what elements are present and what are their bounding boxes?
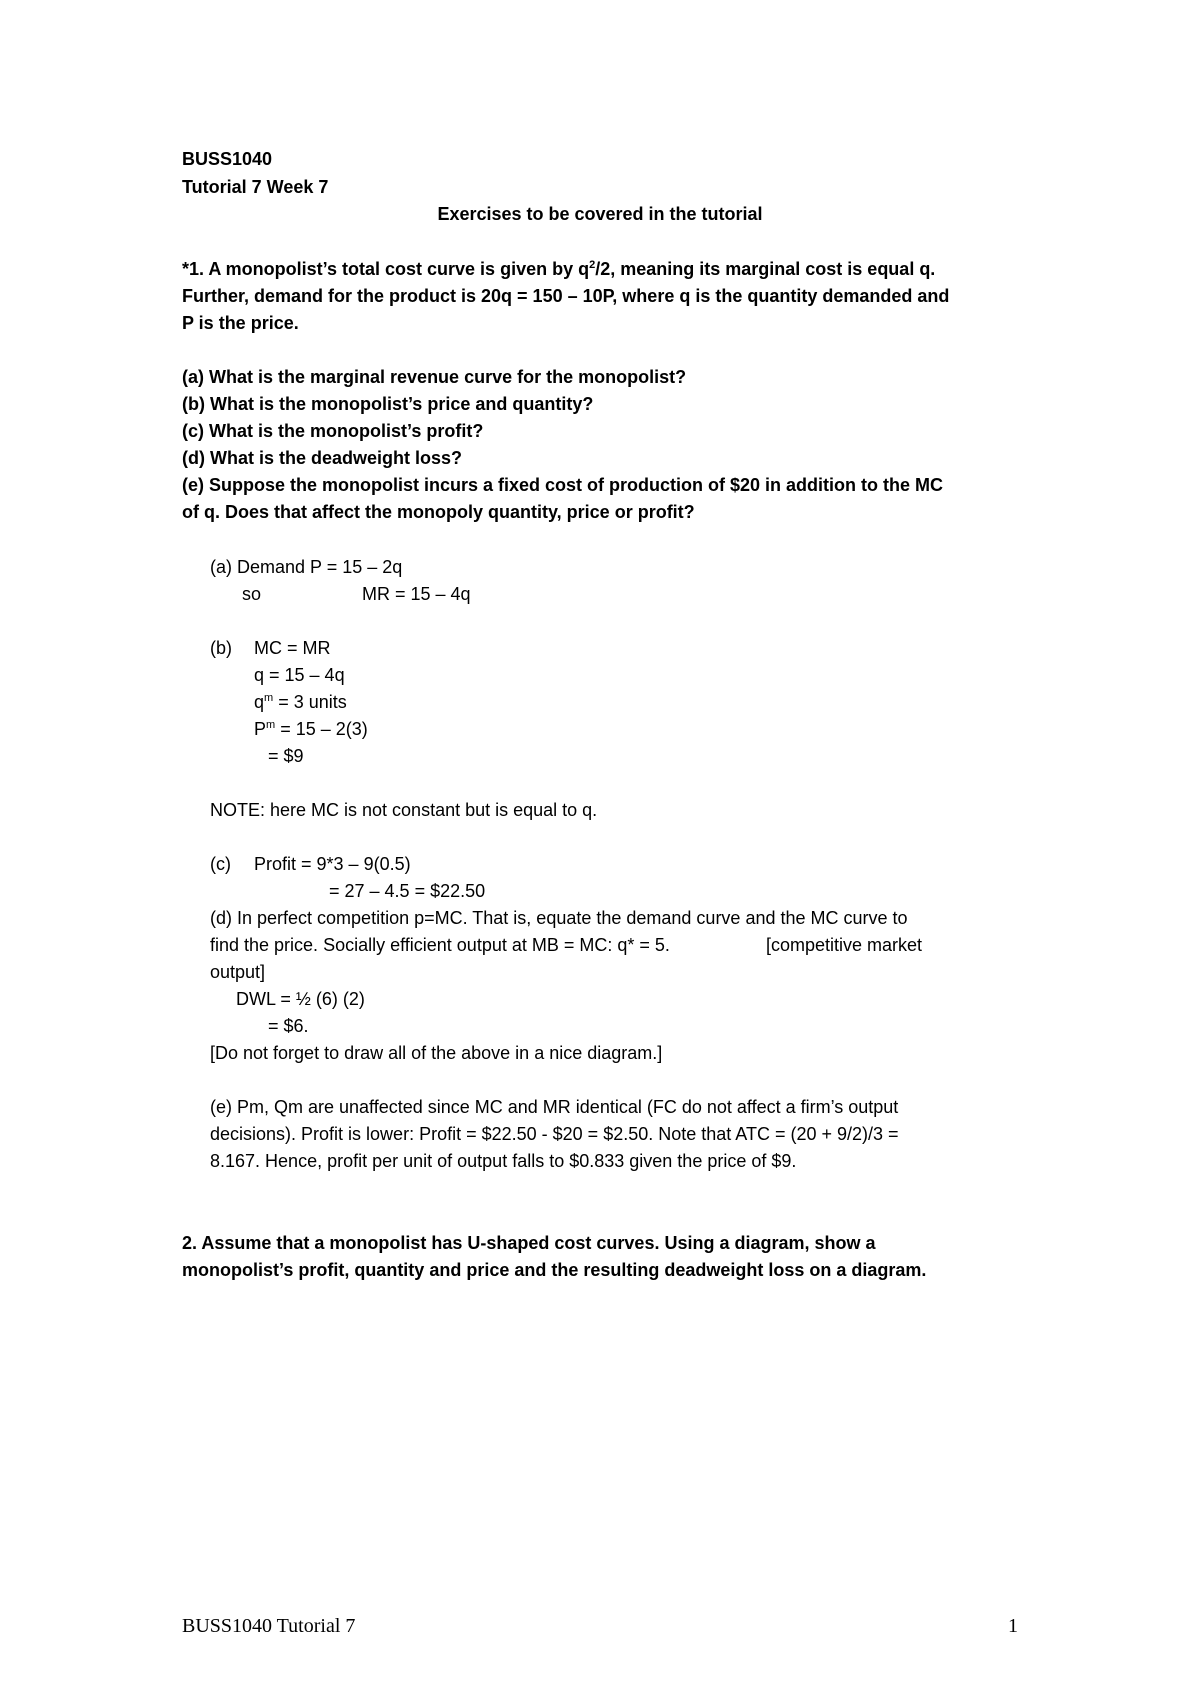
answer-b-line-3 [254, 691, 347, 713]
q1-part-b: (b) What is the monopolist’s price and quantity? [182, 394, 594, 414]
answer-b-q: q [254, 692, 265, 712]
answer-note: NOTE: here MC is not constant but is equal to q. [210, 800, 598, 820]
answer-a-so: so [242, 584, 262, 604]
answer-e-line-3: 8.167. Hence, profit per unit of output falls to $0.833 given the price of $9. [210, 1151, 797, 1171]
q2-line-1: 2. Assume that a monopolist has U-shaped cost curves. Using a diagram, show a [182, 1233, 876, 1253]
answer-b-p-value: = 15 – 2(3) [275, 719, 368, 739]
answer-d-line-3: output] [210, 962, 266, 982]
answer-b-line-5: = $9 [268, 746, 304, 766]
answer-b-line-1: MC = MR [254, 638, 331, 658]
q1-line-1b: /2, meaning its marginal cost is equal q. [595, 259, 936, 279]
answer-d-diagram-note: [Do not forget to draw all of the above in a nice diagram.] [210, 1043, 663, 1063]
answer-b-q-value: = 3 units [273, 692, 347, 712]
section-heading: Exercises to be covered in the tutorial [437, 204, 763, 224]
answer-b-p-sup: m [266, 719, 276, 731]
q1-part-e-cont: of q. Does that affect the monopoly quantity, price or profit? [182, 502, 695, 522]
answer-c-label: (c) [210, 854, 231, 874]
answer-c-line-2: = 27 – 4.5 = $22.50 [329, 881, 486, 901]
answer-b-line-2: q = 15 – 4q [254, 665, 345, 685]
answer-a-mr: MR = 15 – 4q [362, 584, 471, 604]
answer-b-label: (b) [210, 638, 232, 658]
page-number: 1 [1008, 1615, 1018, 1637]
answer-b-q-sup: m [264, 692, 274, 704]
q1-part-a: (a) What is the marginal revenue curve for the monopolist? [182, 367, 687, 387]
q1-line-1 [182, 258, 935, 280]
q1-line-3: P is the price. [182, 313, 299, 333]
answer-d-line-2a: find the price. Socially efficient output at MB = MC: q* = 5. [210, 935, 670, 955]
course-code: BUSS1040 [182, 149, 273, 169]
answer-d-dwl: DWL = ½ (6) (2) [236, 989, 365, 1009]
q1-part-e: (e) Suppose the monopolist incurs a fixed cost of production of $20 in addition to the MC [182, 475, 944, 495]
footer-title: BUSS1040 Tutorial 7 [182, 1615, 356, 1637]
answer-c-line-1: Profit = 9*3 – 9(0.5) [254, 854, 411, 874]
answer-d-dwl-value: = $6. [268, 1016, 309, 1036]
tutorial-subtitle: Tutorial 7 Week 7 [182, 177, 329, 197]
answer-a-demand: (a) Demand P = 15 – 2q [210, 557, 403, 577]
q1-line-2: Further, demand for the product is 20q = 150 – 10P, where q is the quantity demanded and [182, 286, 950, 306]
answer-d-line-1: (d) In perfect competition p=MC. That is, equate the demand curve and the MC curve to [210, 908, 908, 928]
q2-line-2: monopolist’s profit, quantity and price and the resulting deadweight loss on a diagram. [182, 1260, 927, 1280]
answer-b-p: P [254, 719, 267, 739]
answer-e-line-1: (e) Pm, Qm are unaffected since MC and MR identical (FC do not affect a firm’s output [210, 1097, 899, 1117]
answer-e-line-2: decisions). Profit is lower: Profit = $22.50 - $20 = $2.50. Note that ATC = (20 + 9/2)/3 = [210, 1124, 899, 1144]
answer-b-line-4 [254, 718, 368, 740]
q1-line-1-sup: 2 [589, 259, 596, 271]
q1-part-c: (c) What is the monopolist’s profit? [182, 421, 484, 441]
answer-d-line-2b: [competitive market [766, 935, 923, 955]
q1-line-1a: *1. A monopolist’s total cost curve is given by q [182, 259, 590, 279]
q1-part-d: (d) What is the deadweight loss? [182, 448, 463, 468]
